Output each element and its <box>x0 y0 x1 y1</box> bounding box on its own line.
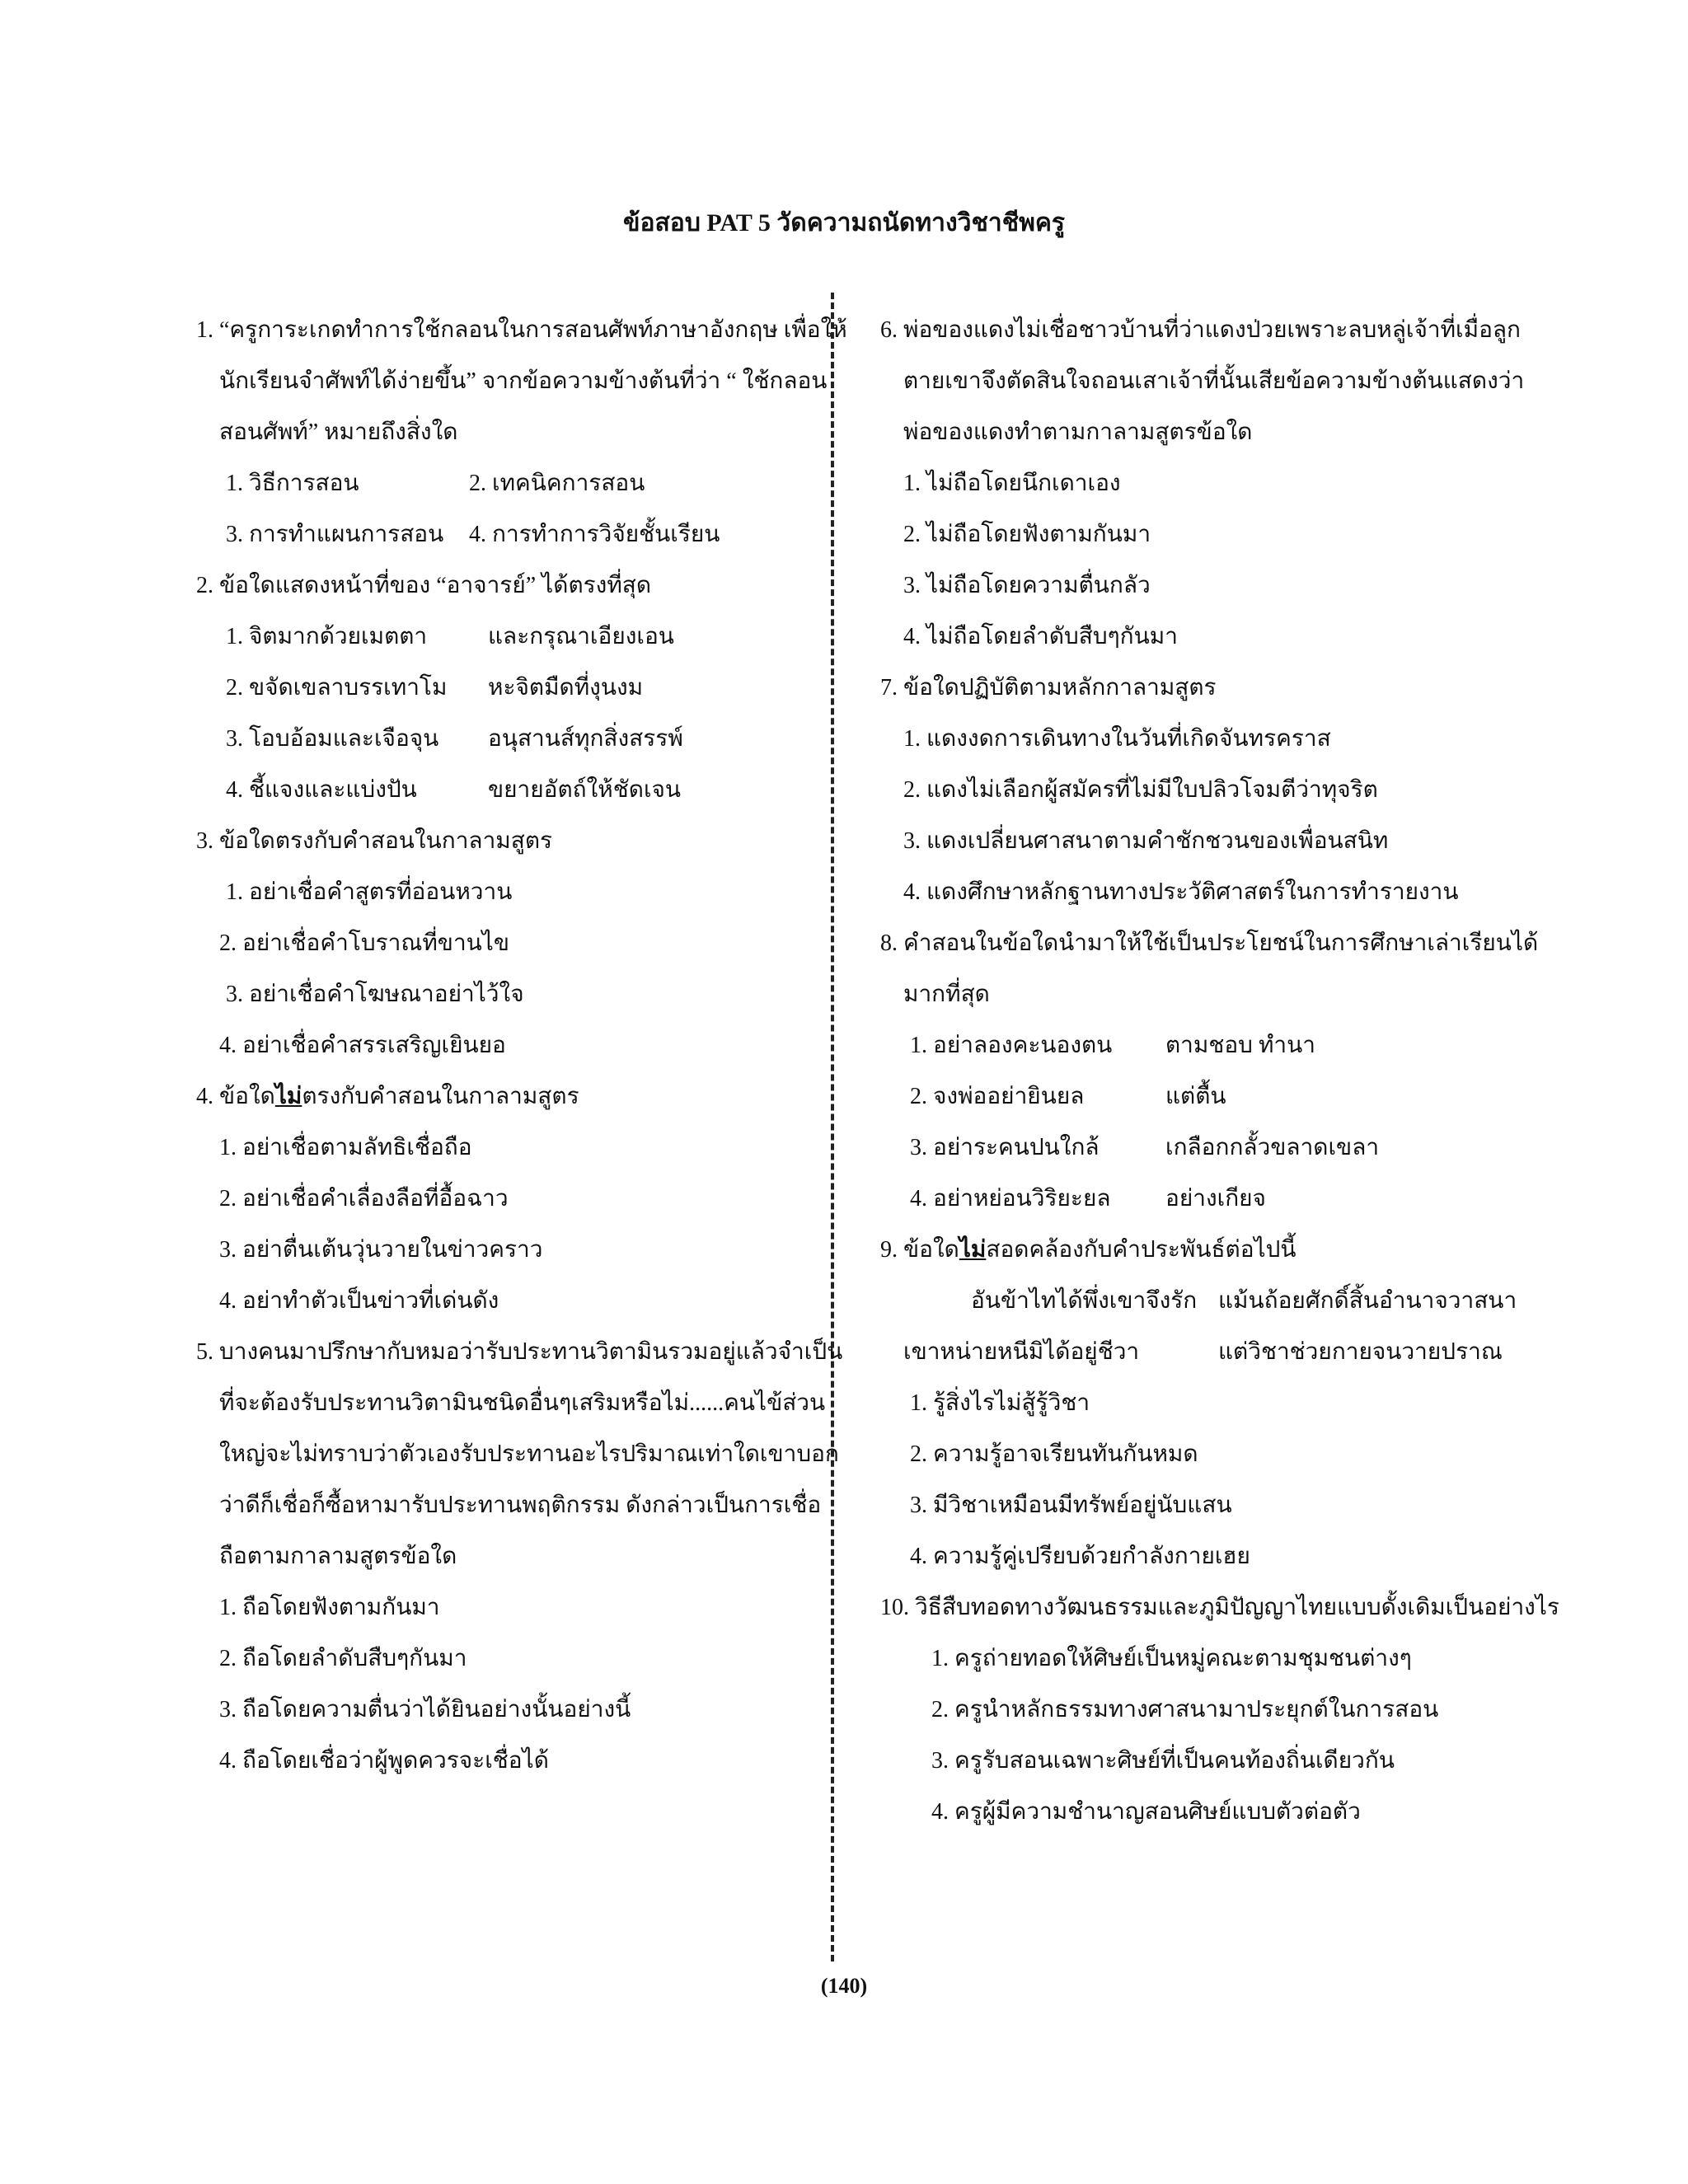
question-7-option-4: 4. แดงศึกษาหลักฐานทางประวัติศาสตร์ในการทำรายงาน <box>903 879 1459 905</box>
question-2-stem: 2. ข้อใดแสดงหน้าที่ของ “อาจารย์” ได้ตรงที่สุด <box>196 573 652 598</box>
question-9-option-3: 3. มีวิชาเหมือนมีทรัพย์อยู่นับแสน <box>910 1493 1232 1518</box>
question-8-option-4 <box>880 1174 1540 1225</box>
question-7-option-1: 1. แดงงดการเดินทางในวันที่เกิดจันทรคราส <box>903 726 1331 752</box>
page-number: (140) <box>820 1974 868 1998</box>
question-1-options-row-1 <box>196 458 856 509</box>
verse-right: แต่วิชาช่วยกายจนวายปราณ <box>1218 1339 1503 1365</box>
stem-text: 4. ข้อใด <box>196 1084 275 1109</box>
question-3-option-3: 3. อย่าเชื่อคำโฆษณาอย่าไว้ใจ <box>226 982 524 1007</box>
verse-right: อย่างเกียจ <box>1165 1186 1266 1212</box>
verse-right: เกลือกกลั้วขลาดเขลา <box>1165 1135 1380 1160</box>
question-4-option-2: 2. อย่าเชื่อคำเลื่องลือที่อื้อฉาว <box>219 1186 509 1212</box>
question-6-line-2: ตายเขาจึงตัดสินใจถอนเสาเจ้าที่นั้นเสียข้อความข้างต้นแสดงว่า <box>903 368 1525 394</box>
question-5-option-4: 4. ถือโดยเชื่อว่าผู้พูดควรจะเชื่อได้ <box>219 1748 549 1774</box>
question-2-option-3 <box>196 714 856 765</box>
question-8-option-1 <box>880 1020 1540 1071</box>
question-6-option-1: 1. ไม่ถือโดยนึกเดาเอง <box>903 471 1121 496</box>
question-6-option-3: 3. ไม่ถือโดยความตื่นกลัว <box>903 573 1151 598</box>
question-9-option-4: 4. ความรู้คู่เปรียบด้วยกำลังกายเฮย <box>910 1544 1250 1569</box>
question-8-line-2: มากที่สุด <box>903 982 990 1007</box>
stem-text: สอดคล้องกับคำประพันธ์ต่อไปนี้ <box>986 1237 1296 1263</box>
question-9-stem <box>880 1225 1540 1276</box>
question-5-line-2: ที่จะต้องรับประทานวิตามินชนิดอื่นๆเสริมหรือไม่......คนไข้ส่วน <box>219 1390 826 1416</box>
question-8-line-1: 8. คำสอนในข้อใดนำมาให้ใช้เป็นประโยชน์ในการศึกษาเล่าเรียนได้ <box>880 930 1539 956</box>
verse-right: และกรุณาเอียงเอน <box>488 624 674 649</box>
option: 4. การทำการวิจัยชั้นเรียน <box>469 522 720 547</box>
question-5-option-1: 1. ถือโดยฟังตามกันมา <box>219 1595 440 1620</box>
stem-text: 9. ข้อใด <box>880 1237 959 1263</box>
question-9-option-2: 2. ความรู้อาจเรียนทันกันหมด <box>910 1441 1198 1467</box>
question-5-line-1: 5. บางคนมาปรึกษากับหมอว่ารับประทานวิตามินรวมอยู่แล้วจำเป็น <box>196 1339 843 1365</box>
question-5-option-3: 3. ถือโดยความตื่นว่าได้ยินอย่างนั้นอย่างนี้ <box>219 1697 631 1722</box>
question-2-option-4 <box>196 765 856 816</box>
question-2-option-1 <box>196 612 856 663</box>
question-8-option-2 <box>880 1071 1540 1122</box>
verse-left: 1. อย่าลองคะนองตน <box>910 1033 1113 1058</box>
question-4-stem <box>196 1071 856 1122</box>
verse-left: เขาหน่ายหนีมิได้อยู่ชีวา <box>903 1339 1140 1365</box>
question-1-line-2: นักเรียนจำศัพท์ได้ง่ายขึ้น” จากข้อความข้างต้นที่ว่า “ ใช้กลอน <box>219 368 828 394</box>
option: 3. การทำแผนการสอน <box>226 522 444 547</box>
question-10-option-3: 3. ครูรับสอนเฉพาะศิษย์ที่เป็นคนท้องถิ่นเดียวกัน <box>931 1748 1395 1774</box>
question-10-option-4: 4. ครูผู้มีความชำนาญสอนศิษย์แบบตัวต่อตัว <box>931 1799 1361 1825</box>
verse-right: อนุสานส์ทุกสิ่งสรรพ์ <box>488 726 683 752</box>
question-6-line-1: 6. พ่อของแดงไม่เชื่อชาวบ้านที่ว่าแดงป่วยเพราะลบหลู่เจ้าที่เมื่อลูก <box>880 317 1522 343</box>
question-9-option-1: 1. รู้สิ่งไรไม่สู้รู้วิชา <box>910 1390 1090 1416</box>
verse-right: แม้นถ้อยศักดิ์สิ้นอำนาจวาสนา <box>1218 1288 1517 1314</box>
question-5-line-3: ใหญ่จะไม่ทราบว่าตัวเองรับประทานอะไรปริมาณเท่าใดเขาบอก <box>219 1441 839 1467</box>
negation-emphasis: ไม่ <box>959 1237 987 1263</box>
question-3-option-4: 4. อย่าเชื่อคำสรรเสริญเยินยอ <box>219 1033 506 1058</box>
question-6-line-3: พ่อของแดงทำตามกาลามสูตรข้อใด <box>903 419 1253 445</box>
question-3-option-1: 1. อย่าเชื่อคำสูตรที่อ่อนหวาน <box>226 879 513 905</box>
question-10-stem: 10. วิธีสืบทอดทางวัฒนธรรมและภูมิปัญญาไทยแบบดั้งเดิมเป็นอย่างไร <box>880 1595 1559 1620</box>
verse-right: ตามชอบ ทำนา <box>1165 1033 1315 1058</box>
question-3-stem: 3. ข้อใดตรงกับคำสอนในกาลามสูตร <box>196 828 553 854</box>
question-7-option-2: 2. แดงไม่เลือกผู้สมัครที่ไม่มีใบปลิวโจมตีว่าทุจริต <box>903 777 1378 803</box>
negation-emphasis: ไม่ <box>274 1084 302 1109</box>
question-1-options-row-2 <box>196 509 856 560</box>
question-7-option-3: 3. แดงเปลี่ยนศาสนาตามคำชักชวนของเพื่อนสนิท <box>903 828 1389 854</box>
verse-right: ขยายอัตถ์ให้ชัดเจน <box>488 777 682 803</box>
question-5-option-2: 2. ถือโดยลำดับสืบๆกันมา <box>219 1646 467 1671</box>
right-column <box>880 305 1559 1838</box>
question-5-line-4: ว่าดีก็เชื่อก็ซื้อหามารับประทานพฤติกรรม ดังกล่าวเป็นการเชื่อ <box>219 1493 822 1518</box>
question-4-option-1: 1. อย่าเชื่อตามลัทธิเชื่อถือ <box>219 1135 472 1160</box>
question-5-line-5: ถือตามกาลามสูตรข้อใด <box>219 1544 457 1569</box>
question-10-option-1: 1. ครูถ่ายทอดให้ศิษย์เป็นหมู่คณะตามชุมชนต่างๆ <box>931 1646 1412 1671</box>
stem-text: ตรงกับคำสอนในกาลามสูตร <box>302 1084 579 1109</box>
question-10-option-2: 2. ครูนำหลักธรรมทางศาสนามาประยุกต์ในการสอน <box>931 1697 1439 1722</box>
question-1-line-3: สอนศัพท์” หมายถึงสิ่งใด <box>219 419 458 445</box>
question-4-option-4: 4. อย่าทำตัวเป็นข่าวที่เด่นดัง <box>219 1288 499 1314</box>
question-9-verse-line-1 <box>880 1276 1540 1327</box>
question-6-option-4: 4. ไม่ถือโดยลำดับสืบๆกันมา <box>903 624 1178 649</box>
question-7-stem: 7. ข้อใดปฏิบัติตามหลักกาลามสูตร <box>880 675 1217 701</box>
verse-left: 1. จิตมากด้วยเมตตา <box>226 624 428 649</box>
option: 1. วิธีการสอน <box>226 471 359 496</box>
question-1-line-1: 1. “ครูการะเกดทำการใช้กลอนในการสอนศัพท์ภาษาอังกฤษ เพื่อให้ <box>196 317 847 343</box>
verse-left: 3. อย่าระคนปนใกล้ <box>910 1135 1100 1160</box>
page-title: ข้อสอบ PAT 5 วัดความถนัดทางวิชาชีพครู <box>622 209 1066 237</box>
verse-left: 3. โอบอ้อมและเจือจุน <box>226 726 439 752</box>
verse-left: อันข้าไทได้พึ่งเขาจึงรัก <box>971 1288 1198 1314</box>
question-2-option-2 <box>196 663 856 714</box>
question-6-option-2: 2. ไม่ถือโดยฟังตามกันมา <box>903 522 1151 547</box>
question-9-verse-line-2 <box>880 1327 1540 1378</box>
question-3-option-2: 2. อย่าเชื่อคำโบราณที่ขานไข <box>219 930 510 956</box>
verse-left: 4. ชี้แจงและแบ่งปัน <box>226 777 417 803</box>
question-8-option-3 <box>880 1122 1540 1174</box>
question-4-option-3: 3. อย่าตื่นเต้นวุ่นวายในข่าวคราว <box>219 1237 543 1263</box>
verse-left: 4. อย่าหย่อนวิริยะยล <box>910 1186 1111 1212</box>
verse-left: 2. ขจัดเขลาบรรเทาโม <box>226 675 448 701</box>
option: 2. เทคนิคการสอน <box>469 471 645 496</box>
verse-right: แต่ตื้น <box>1165 1084 1226 1109</box>
left-column <box>196 305 856 1787</box>
verse-left: 2. จงพ่ออย่ายินยล <box>910 1084 1085 1109</box>
verse-right: หะจิตมืดที่งุนงม <box>488 675 644 701</box>
